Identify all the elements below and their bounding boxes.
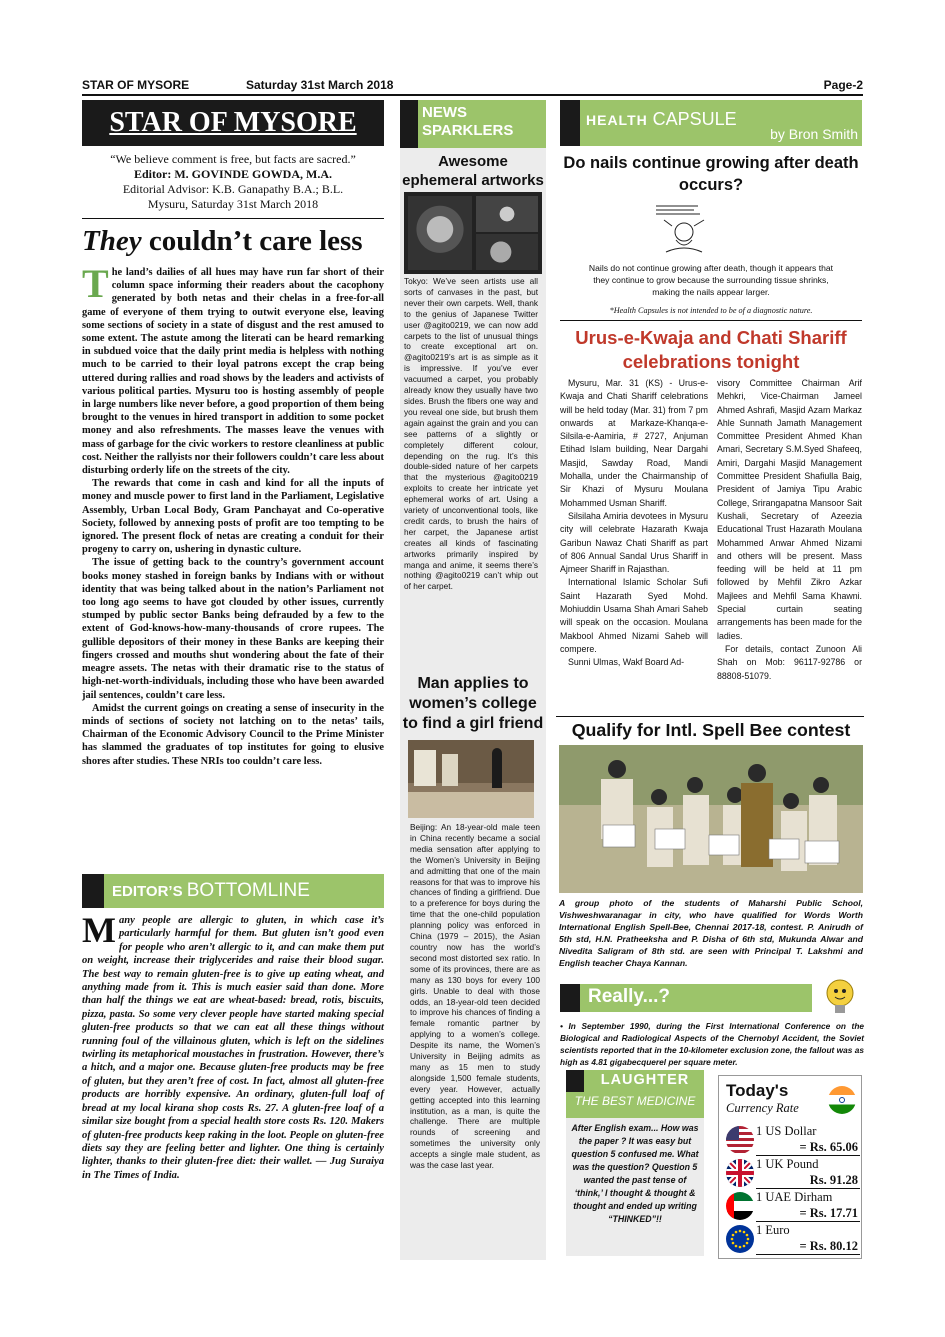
currency-name: 1 UAE Dirham (756, 1190, 833, 1204)
urus-paragraph: Mysuru, Mar. 31 (KS) - Urus-e-Kwaja and Chati Shariff celebrations will be held today (Mar. 31) from 7 pm onwards at Markaze-Khanqa-e-Silsila-e-Aamiria, # 2727, Anjuman Etihad Islam building, Near Dargahi Masjid, Sawday Road, Mandi Mohalla, under the Chairmanship of Sir Khazi of Mysuru Moulana Mohammed Usman Shariff. (560, 378, 708, 508)
divider (556, 716, 864, 717)
laughter-joke: After English exam... How was the paper ? It was easy but question 5 confused me. What was the question? Question 5 wanted the past tense of ‘think,’ I thought & thought & thought and ended up writing “THINKED”!! (571, 1123, 699, 1224)
uk-flag-icon (726, 1159, 754, 1187)
currency-subtitle: Currency Rate (726, 1101, 799, 1115)
editorial-body (82, 261, 384, 768)
divider (756, 1254, 860, 1255)
college-photo-part (414, 750, 436, 786)
urus-paragraph: Sunni Ulmas, Wakf Board Ad- (568, 657, 685, 668)
editorial-title-rest: couldn’t care less (141, 225, 363, 257)
ashoka-chakra-icon (839, 1097, 845, 1103)
currency-row (724, 1223, 860, 1257)
masthead-credits (82, 152, 384, 212)
health-answer: Nails do not continue growing after death, though it appears that they continue to grow because the surrounding tissue shrinks, making the nails appear larger. (588, 263, 834, 297)
laughter-label-1: LAUGHTER (600, 1072, 690, 1088)
college-photo-part (408, 792, 534, 818)
india-flag-icon (828, 1086, 856, 1114)
currency-name: 1 Euro (756, 1223, 790, 1237)
masthead-advisor: Editorial Advisor: K.B. Ganapathy B.A.; B.L. (122, 182, 344, 196)
lightbulb-icon (818, 976, 862, 1018)
section-marker (82, 874, 104, 908)
health-byline: by Bron Smith (770, 126, 858, 142)
currency-value: = Rs. 80.12 (799, 1239, 858, 1253)
health-capsule-header (560, 100, 862, 146)
spellbee-headline: Qualify for Intl. Spell Bee contest (571, 720, 851, 740)
laughter-header (566, 1070, 704, 1118)
currency-value: = Rs. 65.06 (799, 1140, 858, 1154)
editorial-title (82, 223, 384, 259)
sparkler-headline: Awesome ephemeral artworks (402, 153, 544, 189)
drop-cap: M (82, 910, 116, 950)
page-header (82, 76, 863, 96)
divider (756, 1221, 860, 1222)
carpet-art-photo-part (476, 234, 538, 270)
divider (756, 1188, 860, 1189)
bottomline-body (82, 910, 384, 1182)
divider (82, 218, 384, 219)
sparkler-article: Tokyo: We’ve seen artists use all sorts of canvases in the past, but never their own carpets. Well, thank to the genius of Japanese Twitter user @agito0219, we can now add carpets to the list of unusual things to create exceptional art on. @agito0219’s art is as simple as it is impressive. If you’ve ever vacuumed a carpet, you probably already know they usually have two sides. Brush the fibers one way and you reveal one side, but brush them again against the grain and you can see patterns of a slightly or completely different colour, depending on the rug. It’s this double-sided nature of her carpets that the mysterious @agito0219 exploits to create her intricate yet ephemeral works of art. Using a variety of unconventional tools, like credit cards, to brush the hairs of her carpet, the Japanese artist creates all kinds of fascinating artworks primarily inspired by manga and anime, it seems there’s nothing @agito0219 can’t whip out of her carpet. (404, 276, 538, 592)
laughter-label-2: THE BEST MEDICINE (574, 1094, 696, 1108)
currency-row (724, 1157, 860, 1191)
urus-column-1 (560, 377, 708, 670)
section-marker (560, 984, 580, 1012)
divider (756, 1155, 860, 1156)
spellbee-caption: A group photo of the students of Maharshi Public School, Vishweshwaranagar in city, who have qualified for Words Worth International English Spell-Bee, Chennai 2017-18, contest. P. Anirudh of 5th std, H.N. Pratheeksha and P. Disha of 6th std, Mukunda Alwar and Nivedita Saligram of 8th std. are seen with Principal T. Lakshmi and English teacher Chaya Kannan. (559, 898, 863, 968)
college-photo-part (442, 754, 458, 786)
college-photo-part (492, 748, 502, 788)
usa-flag-icon (726, 1126, 754, 1154)
masthead-motto: “We believe comment is free, but facts are sacred.” (110, 152, 356, 166)
bottomline-label-b: BOTTOMLINE (186, 880, 310, 901)
urus-paragraph: visory Committee Chairman Arif Mehkri, Vice-Chairman Jameel Ahmed Ashrafi, Masjid Azam Markaz Ahle Sunnath Jamath Management Committee President Ahmed Khan Amari, Secretary S.M.Syed Shafeeq, Amiri, Dargahi Masjid Management Committee President Shafiulla Baig, President of Jamiya Tipu Arabic College, Srirangapatna Mansoor Sait Kushali, Secretary of Azeezia Educational Trust Hazarath Moulana Mohammed Anwar Ahmed Nizami and others will be present. Mass feeding will be held at 11 pm followed by Mehfil Zikro Azkar Majlees and Mehfil Sama Khawni. Special curtain seating arrangements has been made for the ladies. (717, 378, 862, 641)
college-photo (408, 740, 534, 818)
eu-flag-icon (726, 1225, 754, 1253)
header-page-number: Page-2 (823, 78, 863, 92)
carpet-art-photo (404, 192, 542, 274)
carpet-art-photo-part (408, 196, 472, 270)
uae-flag-icon (726, 1192, 754, 1220)
editorial-paragraph: The rewards that come in cash and kind for all the inputs of money and muscle power to first land in the Parliament, Legislative Assembly, Urban Local Body, Gram Panchayat and Co-operative Society, followed by annexing posts of profit are too tempting to be ignored. The present flock of netas are creating a conduit for their progeny to carry on, ushering in dynastic culture. (82, 478, 384, 556)
bottomline-text: any people are allergic to gluten, in which case it’s particularly harmful for them. But gluten isn’t good even for people who aren’t allergic to it, and can make them put on weight, increase their triglycerides and raise their blood sugar. The best way to remain gluten-free is to give up eating wheat, and anything made from it. This is much easier said than done. More than half the things we eat are wheat-based: bread, rotis, biscuits, pizza, pasta. So some very clever people have started making special gluten-free products so that we can eat all these things without running foul of the villainous gluten, which is left on the sidelines twirling its metaphorical moustaches in frustration. However, there’s a hitch, and a major one. Because gluten-free products may be free of gluten, but they aren’t free of cost. In fact, almost all gluten-free products are horribly expensive. An ordinary, gluten-full loaf of bread at my local kirana shop costs Rs. 27. A gluten-free loaf of a similar size bought from a special health store costs Rs. 120. Makers of gluten-free products keep raking in the loot. People on gluten-free diets say they are feeling better and lighter. One thing is certainly lighter, thanks to their gluten-free diet: their wallet. — Jug Suraiya in The Times of India. (82, 915, 384, 1181)
section-marker (560, 100, 580, 146)
cartoon-illustration (636, 196, 726, 256)
urus-paragraph: International Islamic Scholar Sufi Saint Hazarath Syed Mohd. Mohiuddin Usama Shah Amari Saheb will speak on the occasion. Moulana Makbool Ahmed Nizami Saheb will compere. (560, 577, 708, 654)
news-sparklers-header (400, 100, 546, 148)
urus-column-2 (717, 377, 862, 683)
health-question: Do nails continue growing after death occurs? (563, 154, 859, 194)
carpet-art-photo-part (476, 196, 538, 232)
currency-name: 1 US Dollar (756, 1124, 817, 1138)
currency-value: = Rs. 17.71 (799, 1206, 858, 1220)
divider (560, 320, 862, 321)
bottomline-header (82, 874, 384, 908)
section-marker (400, 100, 418, 148)
header-paper-name: STAR OF MYSORE (82, 78, 190, 92)
currency-row (724, 1124, 860, 1158)
editorial-paragraph: Amidst the current goings on creating a sense of insecurity in the minds of sections of society not latching on to the netas’ tails, Chairman of the Economic Advisory Council to the Prime Minister has slammed the graduates of top institutes for going to elusive shores after studies. These NRIs too couldn’t care less. (82, 702, 384, 767)
news-sparklers-label-2: SPARKLERS (422, 122, 514, 139)
drop-cap: T (82, 261, 109, 306)
currency-title: Today's (726, 1081, 789, 1100)
masthead-dateline: Mysuru, Saturday 31st March 2018 (147, 197, 319, 211)
news-sparklers-label-1: NEWS (422, 104, 467, 121)
really-header (560, 984, 812, 1012)
currency-row (724, 1190, 860, 1224)
urus-paragraph: For details, contact Zunoon Ali Shah on Mob: 96117-92786 or 88808-51079. (717, 643, 862, 681)
header-date: Saturday 31st March 2018 (246, 78, 394, 92)
masthead-editor: Editor: M. GOVINDE GOWDA, M.A. (134, 167, 332, 181)
currency-name: 1 UK Pound (756, 1157, 819, 1171)
health-disclaimer: *Health Capsules is not intended to be of a diagnostic nature. (609, 306, 813, 315)
masthead-logo-text: STAR OF MYSORE (109, 107, 357, 138)
health-label-a: HEALTH (586, 112, 653, 128)
editorial-paragraph: The issue of getting back to the country’s government account books money stashed in foreign banks by Indians with or without identity that was being talked about in the nation’s Parliament not too long ago seems to have got clouded by other issues, currently stumped by public sector Banks being defrauded by a few to the extent of God-knows-how-many-thousands of crore rupees. The gullible depositors of their money in these Banks are keeping their fingers crossed and mouths shut wondering about the fate of their meagre assets. The netas with their dramatic rise to the status of high-net-worth-individuals, including those who have been awarded jail sentences, couldn’t care less. (82, 557, 384, 701)
editorial-title-italic: They (82, 225, 142, 257)
masthead-logo (82, 100, 384, 146)
urus-paragraph: Silsilaha Amiria devotees in Mysuru city will celebrate Hazarath Kwaja Garibun Nawaz Chati Shariff as part of 806 Annual Sandal Urus Shariff in Ajmeer Shariff in Rajasthan. (560, 510, 708, 575)
section-marker (566, 1070, 584, 1092)
urus-headline: Urus-e-Kwaja and Chati Shariff celebrations tonight (575, 327, 847, 372)
spellbee-group-photo (559, 745, 863, 893)
really-fact: • In September 1990, during the First International Conference on the Biological and Radiological Aspects of the Chernobyl Accident, the Soviet scientists reported that in the 10-kilometer exclusion zone, the fallout was as high as 4.81 gigabecquerel per square meter. (560, 1021, 864, 1067)
sparkler-headline: Man applies to women’s college to find a girl friend (402, 675, 544, 732)
really-label: Really...? (588, 986, 671, 1007)
currency-value: Rs. 91.28 (809, 1173, 858, 1187)
health-label-b: CAPSULE (652, 109, 737, 129)
bottomline-label-a: EDITOR’S (112, 883, 187, 900)
editorial-paragraph: he land’s dailies of all hues may have run far short of their column space informing their readers about the cacophony generated by both netas and their chelas in a free-for-all game of everyone of them trying to outwit everyone else, leaving some sections of society in a state of disgust and the rest amused to some extent. The astute among the literati can be heard remarking in subdued voice that the daily print media is helpless with nothing much to be carried to their loyal patrons except the crap being uttered during rallies and road shows by the leaders and activists of various political parties. Mysuru too is hosting assembly of people in large numbers like never before, a good proportion of them being brought to the venues in hired transport in addition to some pocket money and also refreshments. The masses leave the venues with mass of garbage for the civic workers to restore cleanliness at public cost. Neither the rallyists nor their followers couldn’t care less about disturbing orderly life on the streets of the city. (82, 267, 384, 477)
sparkler-article: Beijing: An 18-year-old male teen in China recently became a social media sensation after applying to the Women’s University in Beijing and admitting that one of the main reasons for that was to improve his chances of finding a girlfriend. Due to a preference for boys during the time that the one-child population planning policy was enforced in China (1979 – 2015), the Asian country now has the world’s second most distorted sex ratio. In some of its provinces, there are as many as 130 boys for every 100 girls. Unable to deal with those odds, an 18-year-old teen decided to improve his chances of finding a female romantic partner by applying to a women’s college. Despite its name, the Women’s University in Beijing admits as many as 15 men to study alongside 1,500 female students, every year. However, actually getting accepted into this learning institution, as a man, is quite the challenge. There are multiple rounds of screening and sometimes the university only accepts a single male student, as was the case last year. (410, 822, 540, 1171)
